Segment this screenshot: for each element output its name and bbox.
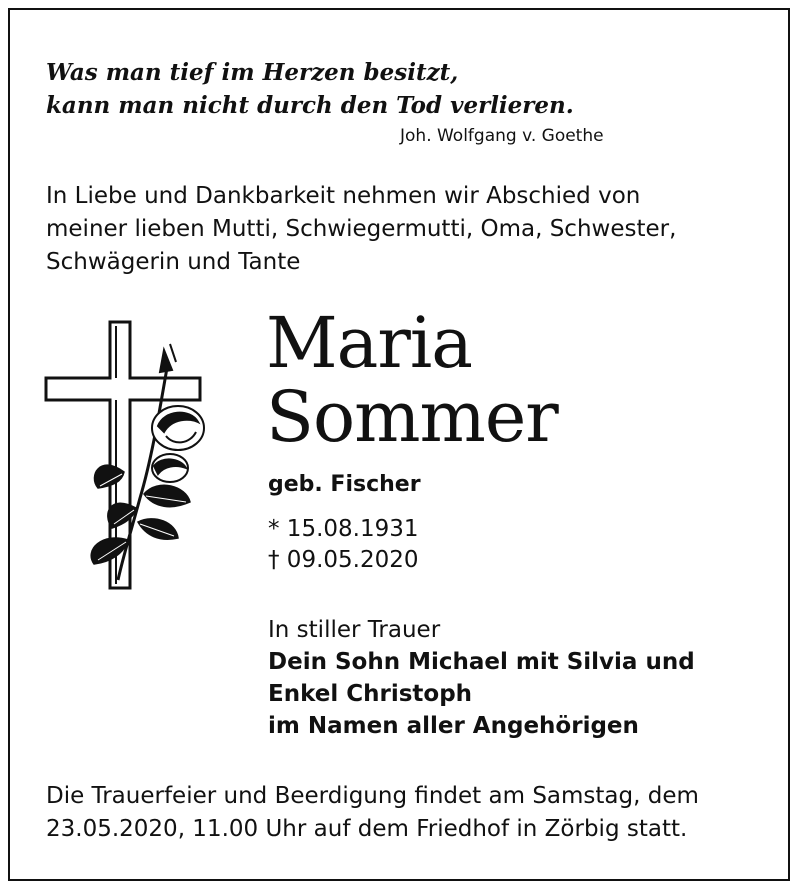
intro-line-2: meiner lieben Mutti, Schwiegermutti, Oma, Schwester, — [46, 216, 677, 242]
intro-text — [46, 180, 676, 279]
birth-date: * 15.08.1931 — [268, 516, 419, 542]
first-name: Maria — [266, 302, 472, 384]
quote-author: Joh. Wolfgang v. Goethe — [400, 126, 604, 146]
funeral-info — [46, 780, 699, 846]
mourners-line-3: Enkel Christoph — [268, 681, 473, 707]
quote-line-1: Was man tief im Herzen besitzt, — [46, 59, 459, 86]
intro-line-3: Schwägerin und Tante — [46, 249, 301, 275]
funeral-line-2: 23.05.2020, 11.00 Uhr auf dem Friedhof in Zörbig statt. — [46, 816, 688, 842]
death-date: † 09.05.2020 — [268, 547, 419, 573]
funeral-line-1: Die Trauerfeier und Beerdigung findet am Samstag, dem — [46, 783, 699, 809]
mourners-line-2: Dein Sohn Michael mit Silvia und — [268, 649, 695, 675]
intro-line-1: In Liebe und Dankbarkeit nehmen wir Abschied von — [46, 183, 641, 209]
deceased-name — [266, 302, 558, 458]
life-dates — [268, 514, 419, 576]
mourners-line-4: im Namen aller Angehörigen — [268, 713, 639, 739]
birth-name: geb. Fischer — [268, 472, 421, 497]
last-name: Sommer — [266, 376, 558, 458]
mourners-intro: In stiller Trauer — [268, 617, 441, 643]
cross-with-rose-icon — [40, 318, 220, 598]
mourners-block — [268, 614, 695, 742]
quote-line-2: kann man nicht durch den Tod verlieren. — [46, 92, 574, 119]
